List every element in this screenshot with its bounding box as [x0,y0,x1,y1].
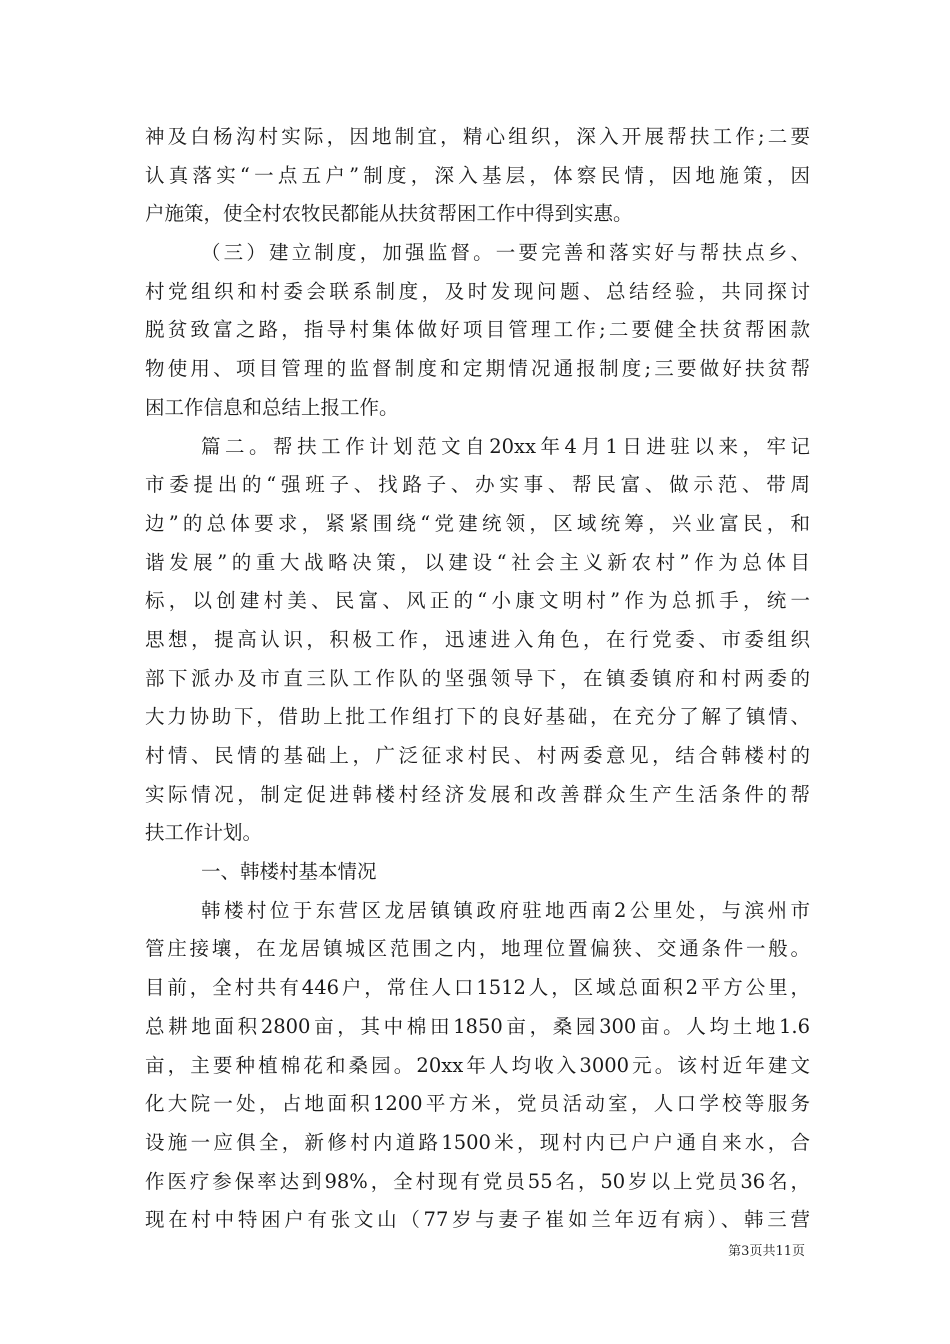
text-line: 韩楼村位于东营区龙居镇镇政府驻地西南2公里处，与滨州市 [201,898,810,922]
text-line: 村党组织和村委会联系制度，及时发现问题、总结经验，共同探讨 [145,279,810,303]
text-line: 户施策，使全村农牧民都能从扶贫帮困工作中得到实惠。 [145,202,633,226]
text-line: 边”的总体要求，紧紧围绕“党建统领，区域统筹，兴业富民，和 [145,511,810,535]
text-line: 标，以创建村美、民富、风正的“小康文明村”作为总抓手，统一 [145,589,810,613]
text-line: 扶工作计划。 [145,821,263,845]
text-line: 总耕地面积2800亩，其中棉田1850亩，桑园300亩。人均土地1.6 [145,1014,810,1038]
text-line: 亩，主要种植棉花和桑园。20xx年人均收入3000元。该村近年建文 [145,1053,810,1077]
text-line: （三）建立制度，加强监督。一要完善和落实好与帮扶点乡、 [201,241,810,265]
text-line: 谐发展”的重大战略决策，以建设“社会主义新农村”作为总体目 [145,550,810,574]
text-line: 脱贫致富之路，指导村集体做好项目管理工作;二要健全扶贫帮困款 [145,318,810,342]
text-line: 大力协助下，借助上批工作组打下的良好基础，在充分了解了镇情、 [145,705,810,729]
text-line: 设施一应俱全，新修村内道路1500米，现村内已户户通自来水，合 [145,1130,810,1154]
text-line: 管庄接壤，在龙居镇城区范围之内，地理位置偏狭、交通条件一般。 [145,937,810,961]
text-line: 作医疗参保率达到98%，全村现有党员55名，50岁以上党员36名， [145,1169,810,1193]
body-text [145,118,810,1240]
text-line: 市委提出的“强班子、找路子、办实事、帮民富、做示范、带周 [145,473,810,497]
text-line: 化大院一处，占地面积1200平方米，党员活动室，人口学校等服务 [145,1092,810,1116]
text-line: 村情、民情的基础上，广泛征求村民、村两委意见，结合韩楼村的 [145,744,810,767]
text-line: 目前，全村共有446户，常住人口1512人，区域总面积2平方公里， [145,976,810,1000]
text-line: 思想，提高认识，积极工作，迅速进入角色，在行党委、市委组织 [145,627,810,651]
text-line: 现在村中特困户有张文山（77岁与妻子崔如兰年迈有病）、韩三营 [145,1208,810,1232]
text-line: 部下派办及市直三队工作队的坚强领导下，在镇委镇府和村两委的 [145,666,810,690]
text-line: 实际情况，制定促进韩楼村经济发展和改善群众生产生活条件的帮 [145,782,810,806]
text-line: 认真落实“一点五户”制度，深入基层，体察民情，因地施策，因 [145,163,810,187]
text-line: 一、韩楼村基本情况 [201,860,377,884]
text-line: 神及白杨沟村实际，因地制宜，精心组织，深入开展帮扶工作;二要 [145,125,810,148]
text-line: 篇二。帮扶工作计划范文自20xx年4月1日进驻以来，牢记 [201,434,810,458]
text-line: 困工作信息和总结上报工作。 [145,395,399,419]
page-number: 第3页共11页 [728,1244,805,1259]
text-line: 物使用、项目管理的监督制度和定期情况通报制度;三要做好扶贫帮 [145,357,810,381]
